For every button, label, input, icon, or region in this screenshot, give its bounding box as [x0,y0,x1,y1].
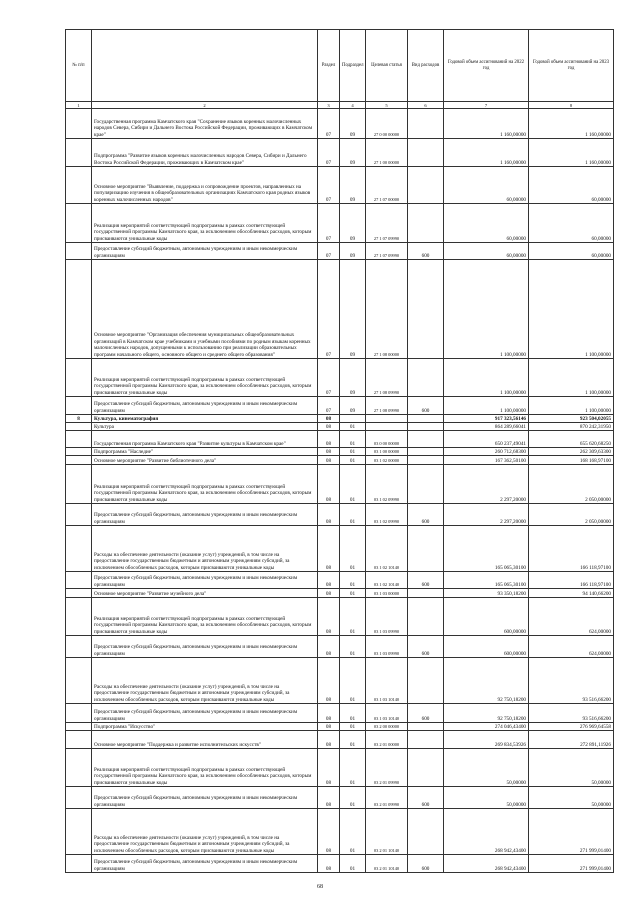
row-target-article: 03 1 03 10140 [366,704,408,723]
row-subsection: 01 [340,704,366,723]
row-volume-2023: 272 891,11926 [529,731,614,749]
row-subsection: 01 [340,448,366,456]
table-row [66,658,614,704]
row-target-article: 03 1 03 00000 [366,589,408,598]
header-section: Раздел [318,30,340,102]
row-volume-2023: 262 309,63300 [529,448,614,456]
row-name: Предоставление субсидий бюджетным, автономным учреждениям и иным некоммерческим организациям [92,504,318,526]
row-volume-2023: 166 118,97100 [529,526,614,572]
row-name: Основное мероприятие "Выявление, поддержка и сопровождение проектов, направленных на популяризацию изучения в общеобразовательных организациях Камчатского края родных языков коренных малочисленных народов" [92,167,318,204]
row-section: 08 [318,448,340,456]
row-volume-2022: 1 100,00000 [444,397,529,415]
row-target-article: 03 1 02 10140 [366,572,408,589]
row-volume-2023: 870 242,31950 [529,423,614,431]
row-number [66,431,92,448]
row-number [66,658,92,704]
row-volume-2023: 271 999,01400 [529,855,614,873]
row-volume-2023: 60,00000 [529,167,614,204]
column-number: 8 [529,102,614,109]
header-volume-2023: Годовой объем ассигнований на 2023 год [529,30,614,102]
row-target-article: 03 2 01 09990 [366,749,408,787]
row-name: Предоставление субсидий бюджетным, автономным учреждениям и иным некоммерческим организациям [92,636,318,658]
row-target-article: 03 2 01 10140 [366,809,408,855]
table-row [66,243,614,260]
row-volume-2023: 94 140,66200 [529,589,614,598]
row-section: 08 [318,855,340,873]
row-expense-type [408,749,444,787]
row-section: 08 [318,704,340,723]
row-expense-type [408,658,444,704]
row-expense-type [408,723,444,731]
row-target-article: 27 1 07 00000 [366,167,408,204]
table-row [66,504,614,526]
row-target-article: 03 0 00 00000 [366,431,408,448]
row-volume-2023: 166 118,97100 [529,572,614,589]
row-number [66,731,92,749]
table-row [66,598,614,636]
row-name: Расходы на обеспечение деятельности (оказание услуг) учреждений, в том числе на предоставление государственным бюджетным и автономным учреждениям субсидий, за исключением обособленных расходов, которым присваиваются уникальные коды [92,658,318,704]
row-expense-type [408,109,444,139]
row-volume-2023: 93 516,66200 [529,704,614,723]
row-expense-type [408,465,444,504]
row-name: Расходы на обеспечение деятельности (оказание услуг) учреждений, в том числе на предоставление государственным бюджетным и автономным учреждениям субсидий, за исключением обособленных расходов, которым присваиваются уникальные коды [92,809,318,855]
budget-table-page [65,29,613,873]
row-number [66,359,92,397]
row-section: 08 [318,636,340,658]
row-target-article: 27 1 00 00000 [366,139,408,167]
row-section: 07 [318,167,340,204]
row-section: 08 [318,423,340,431]
table-row [66,423,614,431]
row-number [66,723,92,731]
table-row [66,465,614,504]
row-name: Культура [92,423,318,431]
row-section: 07 [318,397,340,415]
row-expense-type [408,260,444,359]
row-section: 08 [318,598,340,636]
row-section: 07 [318,139,340,167]
row-name: Культура, кинематография [92,415,318,423]
row-subsection: 09 [340,167,366,204]
row-number [66,448,92,456]
row-volume-2022: 60,00000 [444,243,529,260]
row-volume-2023: 93 516,66200 [529,658,614,704]
row-section: 08 [318,431,340,448]
row-target-article: 03 1 02 10140 [366,526,408,572]
row-target-article: 03 2 01 00000 [366,731,408,749]
row-name: Предоставление субсидий бюджетным, автономным учреждениям и иным некоммерческим организациям [92,397,318,415]
row-volume-2022: 92 750,18200 [444,658,529,704]
row-number [66,855,92,873]
row-section: 08 [318,465,340,504]
row-subsection: 01 [340,723,366,731]
row-name: Основное мероприятие "Организация обеспечения муниципальных общеобразовательных организаций в Камчатском крае учебниками и учебными пособиями по родным языкам коренных малочисленных народов, допущенными к использованию при реализации образовательных программ начального общего, основного общего и среднего общего образования" [92,260,318,359]
row-volume-2022: 600,00000 [444,636,529,658]
row-target-article: 27 1 07 09990 [366,243,408,260]
row-subsection [340,415,366,423]
row-expense-type: 600 [408,397,444,415]
row-volume-2023: 1 100,00000 [529,260,614,359]
row-section: 07 [318,359,340,397]
header-number: № п/п [66,30,92,102]
budget-table [65,29,614,873]
row-subsection: 01 [340,431,366,448]
row-subsection: 01 [340,855,366,873]
row-expense-type [408,167,444,204]
row-subsection: 01 [340,465,366,504]
row-name: Предоставление субсидий бюджетным, автономным учреждениям и иным некоммерческим организациям [92,855,318,873]
row-expense-type [408,598,444,636]
row-expense-type [408,204,444,243]
row-volume-2022: 1 160,00000 [444,109,529,139]
row-expense-type [408,456,444,465]
row-subsection: 09 [340,397,366,415]
row-target-article: 27 1 07 09990 [366,204,408,243]
row-expense-type: 600 [408,572,444,589]
row-expense-type [408,589,444,598]
row-volume-2022: 600,00000 [444,598,529,636]
row-volume-2022: 167 362,50100 [444,456,529,465]
row-target-article: 03 1 02 09990 [366,465,408,504]
table-row [66,139,614,167]
row-name: Основное мероприятие "Поддержка и развитие исполнительских искусств" [92,731,318,749]
row-volume-2023: 1 100,00000 [529,397,614,415]
row-volume-2023: 168 168,97100 [529,456,614,465]
row-expense-type [408,809,444,855]
row-volume-2023: 624,00000 [529,636,614,658]
column-number: 4 [340,102,366,109]
row-target-article: 03 1 02 00000 [366,456,408,465]
header-subsection: Подраздел [340,30,366,102]
row-volume-2022: 1 160,00000 [444,139,529,167]
row-target-article: 27 0 00 00000 [366,109,408,139]
row-volume-2022: 93 350,18200 [444,589,529,598]
row-target-article [366,415,408,423]
row-number [66,139,92,167]
row-subsection: 09 [340,359,366,397]
row-target-article: 03 1 02 09990 [366,504,408,526]
table-row [66,749,614,787]
row-number [66,787,92,809]
row-number [66,704,92,723]
table-row [66,855,614,873]
row-name: Реализация мероприятий соответствующей подпрограммы в рамках соответствующей государственной программы Камчатского края, за исключением обособленных расходов, которым присваиваются уникальные коды [92,465,318,504]
column-number: 7 [444,102,529,109]
row-target-article [366,423,408,431]
row-section: 08 [318,723,340,731]
row-name: Предоставление субсидий бюджетным, автономным учреждениям и иным некоммерческим организациям [92,787,318,809]
row-expense-type: 600 [408,504,444,526]
row-volume-2022: 50,00000 [444,749,529,787]
row-subsection: 09 [340,260,366,359]
row-volume-2023: 60,00000 [529,204,614,243]
row-subsection: 01 [340,589,366,598]
row-subsection: 01 [340,636,366,658]
table-body [66,109,614,873]
table-row [66,809,614,855]
row-expense-type [408,431,444,448]
row-number [66,423,92,431]
table-row [66,787,614,809]
row-number [66,809,92,855]
row-volume-2023: 271 999,01400 [529,809,614,855]
row-name: Расходы на обеспечение деятельности (оказание услуг) учреждений, в том числе на предоставление государственным бюджетным и автономным учреждениям субсидий, за исключением обособленных расходов, которым присваиваются уникальные коды [92,526,318,572]
row-subsection: 01 [340,598,366,636]
row-number [66,598,92,636]
row-expense-type [408,415,444,423]
table-row [66,167,614,204]
row-volume-2022: 1 100,00000 [444,260,529,359]
row-number [66,572,92,589]
table-row [66,204,614,243]
row-number [66,504,92,526]
table-row [66,359,614,397]
row-subsection: 01 [340,526,366,572]
row-number [66,636,92,658]
header-row [66,30,614,102]
row-subsection: 01 [340,658,366,704]
row-volume-2023: 60,00000 [529,243,614,260]
row-volume-2022: 165 065,30100 [444,572,529,589]
header-volume-2022: Годовой объем ассигнований на 2022 год [444,30,529,102]
header-name [92,30,318,102]
row-subsection: 09 [340,243,366,260]
row-expense-type [408,731,444,749]
row-section: 08 [318,731,340,749]
table-row [66,109,614,139]
row-volume-2023: 2 050,00000 [529,465,614,504]
row-expense-type [408,448,444,456]
row-section: 08 [318,658,340,704]
row-number [66,204,92,243]
table-row [66,397,614,415]
table-row [66,723,614,731]
row-expense-type: 600 [408,704,444,723]
row-volume-2023: 624,00000 [529,598,614,636]
row-subsection: 09 [340,109,366,139]
row-number [66,260,92,359]
row-expense-type [408,139,444,167]
row-number: 8 [66,415,92,423]
column-number: 6 [408,102,444,109]
table-row [66,731,614,749]
row-subsection: 01 [340,787,366,809]
header-expense-type: Вид расходов [408,30,444,102]
table-row [66,704,614,723]
row-name: Реализация мероприятий соответствующей подпрограммы в рамках соответствующей государственной программы Камчатского края, за исключением обособленных расходов, которым присваиваются уникальные коды [92,204,318,243]
column-number: 5 [366,102,408,109]
row-volume-2023: 276 969,64558 [529,723,614,731]
row-section: 07 [318,243,340,260]
row-target-article: 03 2 01 10140 [366,855,408,873]
page-number: 68 [317,884,323,890]
row-name: Государственная программа Камчатского края "Развитие культуры в Камчатском крае" [92,431,318,448]
table-row [66,589,614,598]
row-volume-2023: 50,00000 [529,749,614,787]
row-volume-2022: 2 297,20000 [444,465,529,504]
row-name: Подпрограмма "Развитие языков коренных малочисленных народов Севера, Сибири и Дальнего Востока Российской Федерации, проживающих в Камчатском крае" [92,139,318,167]
row-section: 08 [318,749,340,787]
row-subsection: 01 [340,456,366,465]
row-subsection: 09 [340,204,366,243]
row-target-article: 03 1 00 00000 [366,448,408,456]
column-number: 1 [66,102,92,109]
row-subsection: 01 [340,504,366,526]
row-expense-type: 600 [408,636,444,658]
row-expense-type [408,359,444,397]
table-row [66,431,614,448]
row-number [66,167,92,204]
row-target-article: 03 2 01 09990 [366,787,408,809]
row-volume-2023: 923 504,02055 [529,415,614,423]
table-row [66,448,614,456]
row-section: 08 [318,456,340,465]
row-expense-type: 600 [408,855,444,873]
row-volume-2022: 60,00000 [444,167,529,204]
row-target-article: 27 1 08 00000 [366,260,408,359]
row-volume-2023: 1 160,00000 [529,109,614,139]
row-name: Подпрограмма "Искусство" [92,723,318,731]
row-name: Реализация мероприятий соответствующей подпрограммы в рамках соответствующей государственной программы Камчатского края, за исключением обособленных расходов, которым присваиваются уникальные коды [92,598,318,636]
row-name: Реализация мероприятий соответствующей подпрограммы в рамках соответствующей государственной программы Камчатского края, за исключением обособленных расходов, которым присваиваются уникальные коды [92,359,318,397]
row-section: 08 [318,809,340,855]
row-name: Государственная программа Камчатского края "Сохранение языков коренных малочисленных народов Севера, Сибири и Дальнего Востока Российской Федерации, проживающих в Камчатском крае" [92,109,318,139]
row-number [66,465,92,504]
row-volume-2022: 50,00000 [444,787,529,809]
row-volume-2023: 50,00000 [529,787,614,809]
row-volume-2022: 864 289,66041 [444,423,529,431]
row-subsection: 01 [340,572,366,589]
row-number [66,589,92,598]
row-number [66,397,92,415]
row-section: 07 [318,109,340,139]
row-subsection: 01 [340,809,366,855]
row-target-article: 03 1 03 09990 [366,636,408,658]
row-name: Реализация мероприятий соответствующей подпрограммы в рамках соответствующей государственной программы Камчатского края, за исключением обособленных расходов, которым присваиваются уникальные коды [92,749,318,787]
row-volume-2022: 60,00000 [444,204,529,243]
column-number-row [66,102,614,109]
table-row [66,526,614,572]
row-volume-2022: 1 100,00000 [444,359,529,397]
row-volume-2022: 92 750,18200 [444,704,529,723]
row-volume-2022: 269 834,53926 [444,731,529,749]
row-subsection: 01 [340,749,366,787]
row-target-article: 03 1 03 10140 [366,658,408,704]
row-volume-2022: 917 323,56146 [444,415,529,423]
table-row [66,260,614,359]
row-subsection: 01 [340,423,366,431]
row-number [66,749,92,787]
table-row [66,415,614,423]
row-name: Подпрограмма "Наследие" [92,448,318,456]
row-expense-type: 600 [408,243,444,260]
row-section: 08 [318,526,340,572]
row-volume-2023: 2 050,00000 [529,504,614,526]
row-section: 07 [318,260,340,359]
row-section: 08 [318,787,340,809]
table-row [66,456,614,465]
row-expense-type: 600 [408,787,444,809]
row-section: 08 [318,572,340,589]
row-expense-type [408,423,444,431]
column-number: 2 [92,102,318,109]
row-section: 08 [318,589,340,598]
row-name: Предоставление субсидий бюджетным, автономным учреждениям и иным некоммерческим организациям [92,572,318,589]
row-name: Основное мероприятие "Развитие библиотечного дела" [92,456,318,465]
table-row [66,636,614,658]
row-name: Основное мероприятие "Развитие музейного дела" [92,589,318,598]
row-volume-2022: 165 065,30100 [444,526,529,572]
row-section: 08 [318,504,340,526]
row-number [66,526,92,572]
row-volume-2022: 268 942,43400 [444,855,529,873]
row-number [66,456,92,465]
row-subsection: 01 [340,731,366,749]
row-volume-2023: 655 620,68250 [529,431,614,448]
row-name: Предоставление субсидий бюджетным, автономным учреждениям и иным некоммерческим организациям [92,243,318,260]
column-number: 3 [318,102,340,109]
row-volume-2023: 1 160,00000 [529,139,614,167]
row-volume-2022: 274 046,43400 [444,723,529,731]
row-target-article: 03 1 03 09990 [366,598,408,636]
row-section: 07 [318,204,340,243]
row-name: Предоставление субсидий бюджетным, автономным учреждениям и иным некоммерческим организациям [92,704,318,723]
row-section: 08 [318,415,340,423]
row-volume-2022: 2 297,20000 [444,504,529,526]
row-volume-2022: 650 237,49041 [444,431,529,448]
row-target-article: 27 1 08 09990 [366,397,408,415]
header-target-article: Целевая статья [366,30,408,102]
row-volume-2022: 260 712,68300 [444,448,529,456]
row-subsection: 09 [340,139,366,167]
row-target-article: 03 2 00 00000 [366,723,408,731]
row-volume-2022: 268 942,43400 [444,809,529,855]
row-number [66,243,92,260]
row-number [66,109,92,139]
row-target-article: 27 1 08 09990 [366,359,408,397]
row-volume-2023: 1 100,00000 [529,359,614,397]
row-expense-type [408,526,444,572]
table-row [66,572,614,589]
